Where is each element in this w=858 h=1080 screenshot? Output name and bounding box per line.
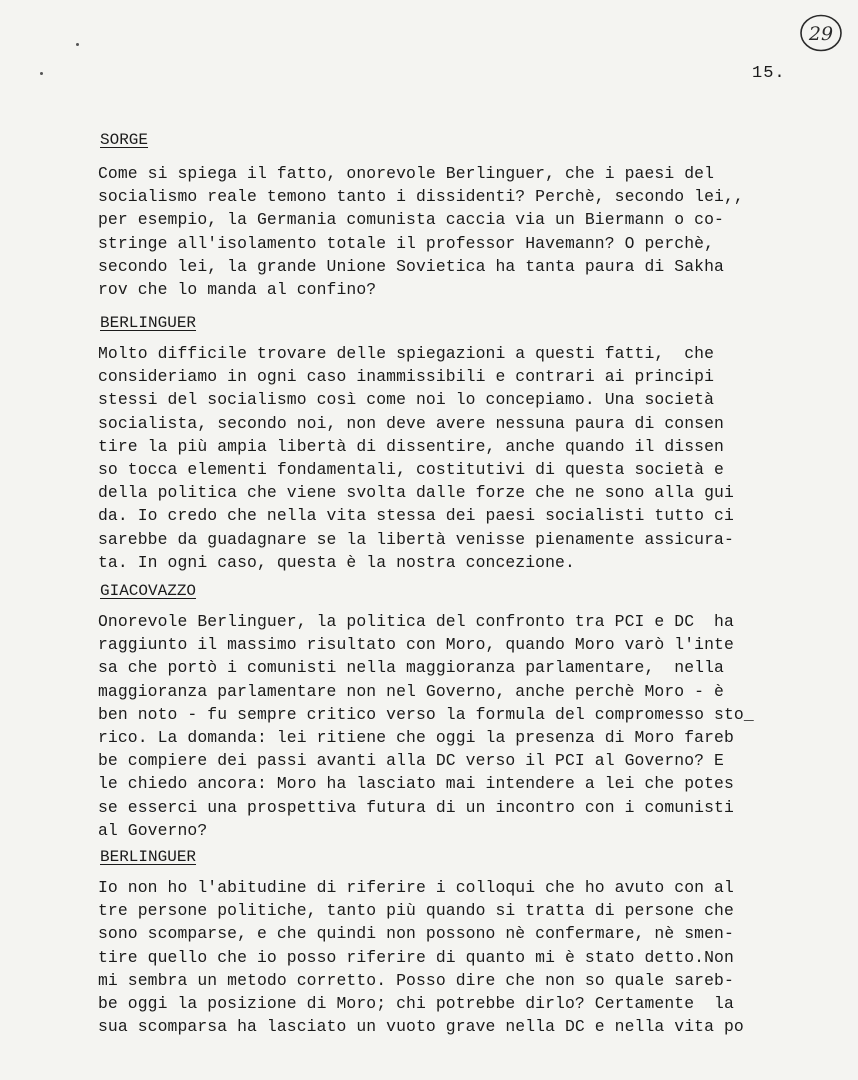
paragraph-berlinguer-answer-2 [98,876,798,1038]
text-line: Io non ho l'abitudine di riferire i colloqui che ho avuto con al [98,878,734,897]
archive-stamp-number: 29 [808,23,834,45]
archive-page-stamp [798,12,844,54]
text-line: ta. In ogni caso, questa è la nostra concezione. [98,552,575,572]
text-line: per esempio, la Germania comunista caccia via un Biermann o co- [98,210,724,230]
text-line: maggioranza parlamentare non nel Governo, anche perchè Moro - è [98,681,724,701]
text-line: sua scomparsa ha lasciato un vuoto grave nella DC e nella vita po [98,1017,744,1037]
text-line: tire quello che io posso riferire di quanto mi è stato detto.Non [98,947,734,967]
text-line: stringe all'isolamento totale il professor Havemann? O perchè, [98,233,715,253]
text-line: raggiunto il massimo risultato con Moro, quando Moro varò l'inte [98,635,734,655]
scan-speck [40,72,43,75]
text-line: socialismo reale temono tanto i dissidenti? Perchè, secondo lei,, [98,187,744,207]
text-line: sono scomparse, e che quindi non possono nè confermare, nè smen- [98,924,734,944]
text-line: rico. La domanda: lei ritiene che oggi la presenza di Moro fareb [98,727,734,747]
text-line: sarebbe da guadagnare se la libertà venisse pienamente assicura- [98,529,734,549]
text-line: Onorevole Berlinguer, la politica del confronto tra PCI e DC ha [98,612,734,631]
text-line: mi sembra un metodo corretto. Posso dire che non so quale sareb- [98,970,734,990]
scan-speck [76,43,79,46]
text-line: Molto difficile trovare delle spiegazioni a questi fatti, che [98,344,715,363]
text-line: da. Io credo che nella vita stessa dei paesi socialisti tutto ci [98,506,734,526]
text-line: be oggi la posizione di Moro; chi potrebbe dirlo? Certamente la [98,993,734,1013]
speaker-heading-berlinguer: BERLINGUER [100,314,197,332]
text-line: tre persone politiche, tanto più quando si tratta di persone che [98,901,734,921]
paragraph-berlinguer-answer [98,342,798,574]
text-line: secondo lei, la grande Unione Sovietica ha tanta paura di Sakha [98,256,724,276]
text-line: ben noto - fu sempre critico verso la formula del compromesso sto_ [98,704,754,724]
speaker-heading-sorge: SORGE [100,131,149,149]
text-line: Come si spiega il fatto, onorevole Berlinguer, che i paesi del [98,164,715,183]
text-line: tire la più ampia libertà di dissentire, anche quando il dissen [98,436,724,456]
text-line: so tocca elementi fondamentali, costitutivi di questa società e [98,459,724,479]
text-line: rov che lo manda al confino? [98,279,377,299]
text-line: le chiedo ancora: Moro ha lasciato mai intendere a lei che potes [98,774,734,794]
text-line: sa che portò i comunisti nella maggioranza parlamentare, nella [98,658,724,678]
paragraph-giacovazzo-question [98,610,798,842]
paragraph-sorge-question [98,162,798,301]
text-line: se esserci una prospettiva futura di un incontro con i comunisti [98,797,734,817]
speaker-heading-berlinguer-2: BERLINGUER [100,848,197,866]
page-number: 15. [752,64,786,83]
speaker-heading-giacovazzo: GIACOVAZZO [100,582,197,600]
text-line: be compiere dei passi avanti alla DC verso il PCI al Governo? E [98,751,724,771]
text-line: della politica che viene svolta dalle forze che ne sono alla gui [98,483,734,503]
text-line: consideriamo in ogni caso inammissibili e contrari ai principi [98,367,715,387]
text-line: al Governo? [98,820,208,840]
text-line: socialista, secondo noi, non deve avere nessuna paura di consen [98,413,724,433]
text-line: stessi del socialismo così come noi lo concepiamo. Una società [98,390,715,410]
